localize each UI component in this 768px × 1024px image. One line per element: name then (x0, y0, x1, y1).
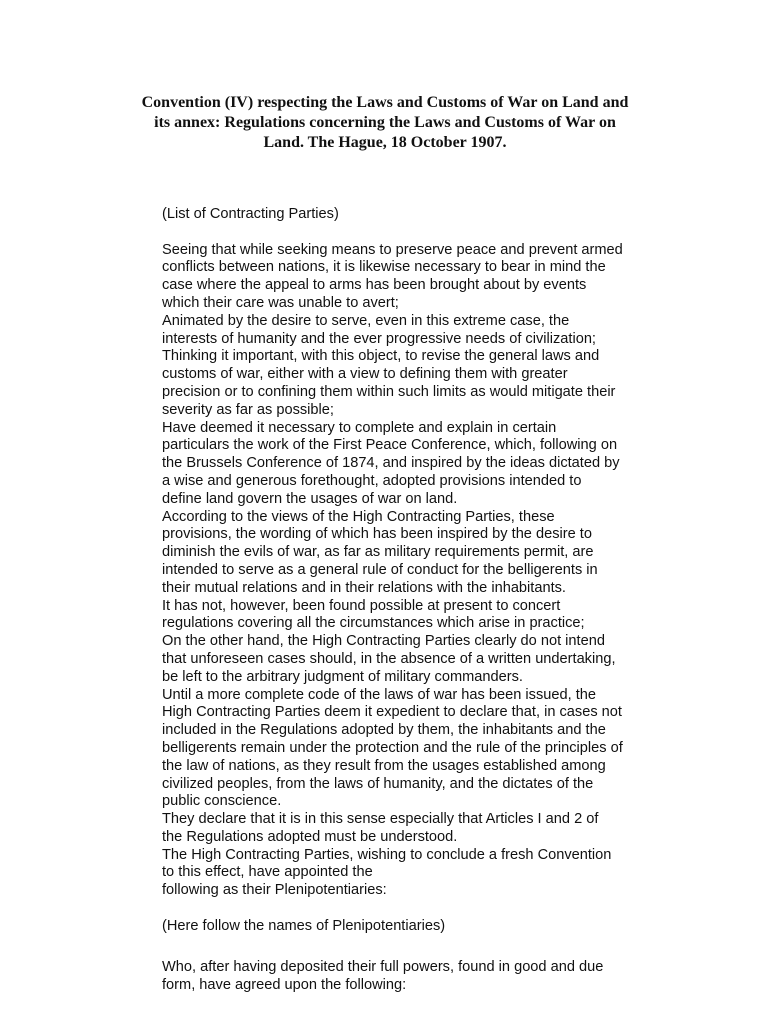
text-line: They declare that it is in this sense especially that Articles I and 2 of (162, 811, 599, 828)
paragraph-until (162, 687, 682, 812)
document-body (162, 206, 682, 995)
text-line: According to the views of the High Contracting Parties, these (162, 508, 555, 525)
text-line: It has not, however, been found possible at present to concert (162, 597, 561, 614)
text-line: a wise and generous forethought, adopted provisions intended to (162, 472, 582, 489)
text-line: Have deemed it necessary to complete and explain in certain (162, 419, 557, 436)
paragraph-thinking (162, 348, 682, 419)
text-line: be left to the arbitrary judgment of military commanders. (162, 668, 523, 685)
text-line: regulations covering all the circumstances which arise in practice; (162, 615, 585, 632)
title-line: Land. The Hague, 18 October 1907. (263, 134, 507, 151)
text-line: High Contracting Parties deem it expedient to declare that, in cases not (162, 704, 622, 721)
title-line: Convention (IV) respecting the Laws and Customs of War on Land and (141, 94, 629, 111)
text-line: conflicts between nations, it is likewise necessary to bear in mind the (162, 259, 606, 276)
document-title (90, 93, 680, 153)
text-line: Who, after having deposited their full powers, found in good and due (162, 959, 604, 976)
text-line: included in the Regulations adopted by them, the inhabitants and the (162, 722, 606, 739)
paragraph-have-deemed (162, 420, 682, 509)
paragraph-wishing (162, 847, 682, 900)
preamble (162, 242, 682, 900)
text-line: precision or to confining them within such limits as would mitigate their (162, 383, 616, 400)
paragraph-it-has-not (162, 598, 682, 634)
paragraph-animated (162, 313, 682, 349)
text-line: severity as far as possible; (162, 401, 334, 418)
closing-paragraph (162, 959, 682, 995)
plenipotentiaries-note: (Here follow the names of Plenipotentiaries) (162, 917, 446, 934)
contracting-parties-note: (List of Contracting Parties) (162, 206, 339, 222)
paragraph-they-declare (162, 811, 682, 847)
text-line: that unforeseen cases should, in the absence of a written undertaking, (162, 650, 616, 667)
text-line: The High Contracting Parties, wishing to conclude a fresh Convention (162, 846, 612, 863)
text-line: civilized peoples, from the laws of humanity, and the dictates of the (162, 775, 594, 792)
text-line: form, have agreed upon the following: (162, 977, 407, 994)
text-line: belligerents remain under the protection and the rule of the principles of (162, 739, 623, 756)
text-line: define land govern the usages of war on land. (162, 490, 458, 507)
text-line: the law of nations, as they result from the usages established among (162, 757, 606, 774)
text-line: Thinking it important, with this object, to revise the general laws and (162, 348, 600, 365)
text-line: Seeing that while seeking means to preserve peace and prevent armed (162, 241, 623, 258)
text-line: interests of humanity and the ever progressive needs of civilization; (162, 330, 596, 347)
paragraph-according (162, 509, 682, 598)
text-line: case where the appeal to arms has been brought about by events (162, 277, 587, 294)
text-line: intended to serve as a general rule of conduct for the belligerents in (162, 561, 598, 578)
text-line: Animated by the desire to serve, even in this extreme case, the (162, 312, 570, 329)
text-line: particulars the work of the First Peace Conference, which, following on (162, 437, 618, 454)
text-line: their mutual relations and in their relations with the inhabitants. (162, 579, 566, 596)
text-line: the Brussels Conference of 1874, and inspired by the ideas dictated by (162, 455, 620, 472)
text-line: which their care was unable to avert; (162, 294, 399, 311)
paragraph-seeing (162, 242, 682, 313)
title-line: its annex: Regulations concerning the Laws and Customs of War on (154, 114, 616, 131)
text-line: the Regulations adopted must be understood. (162, 828, 458, 845)
paragraph-other-hand (162, 633, 682, 686)
text-line: following as their Plenipotentiaries: (162, 882, 387, 899)
text-line: public conscience. (162, 793, 282, 810)
text-line: diminish the evils of war, as far as military requirements permit, are (162, 544, 594, 561)
text-line: provisions, the wording of which has been inspired by the desire to (162, 526, 592, 543)
text-line: customs of war, either with a view to defining them with greater (162, 366, 568, 383)
text-line: to this effect, have appointed the (162, 864, 373, 881)
text-line: Until a more complete code of the laws of war has been issued, the (162, 686, 596, 703)
text-line: On the other hand, the High Contracting Parties clearly do not intend (162, 633, 605, 650)
